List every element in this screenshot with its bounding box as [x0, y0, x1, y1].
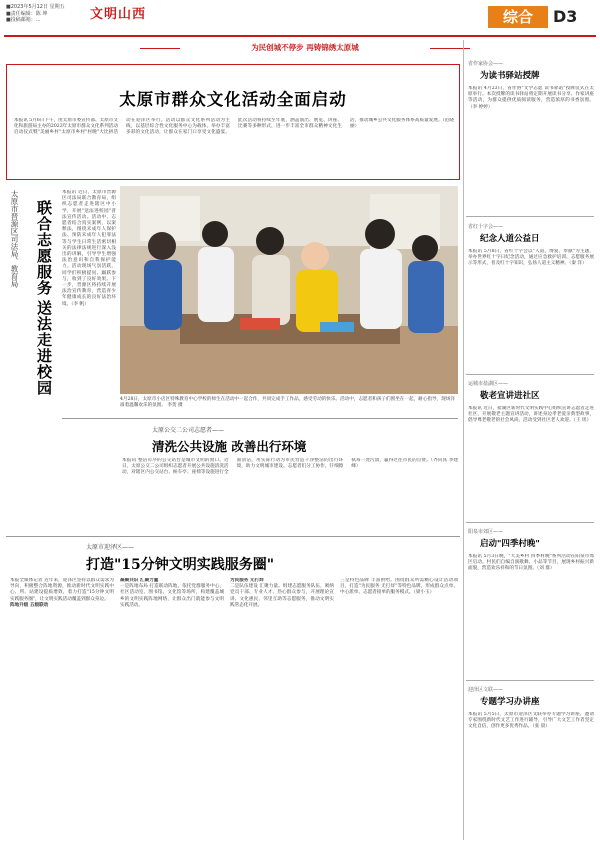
sidebar-title-2: 敬老宣讲进社区 [480, 391, 540, 401]
sidebar-head-4: 迎泽区文联—— [468, 687, 504, 693]
lead-body: 本报讯 5月6日下午，由太原市委宣传部、太原市文化和旅游局主办的2023年太原市群众文化系列活动启动仪式暨"美丽乡村"太原市乡村"村晚"大比拼活动在迎泽区举行。活动以群众文化系列活动为主线，以基层综合性文化服务中心为载体，举办丰富多彩的文化活动，让群众在家门口享受文化盛宴。此次活动将持续至年底，涵盖演出、展览、讲座、比赛等多种形式，进一步丰富全市群众精神文化生活，推动城乡公共文化服务体系高质量发展。（范晓丽） [14, 118, 454, 136]
sidebar-divider [463, 40, 464, 840]
rule-cleanup [6, 536, 460, 537]
vertical-title-b: 送法走进校园 [35, 300, 53, 396]
vertical-body: 本报讯 近日，太原市晋源区司法局联合教育局，组织志愿者走进辖区中小学，开展"送法进校园"普法宣传活动。活动中，志愿者结合真实案例，以案释法，围绕未成年人保护法、预防未成年人犯罪法等与学生日常生活密切相关的法律法规进行深入浅出的讲解，引导学生增强法治意识和自我保护能力。活动现场气氛活跃，同学们积极提问、踊跃参与，收到了良好效果。下一步，晋源区将持续开展法治宣传教育，营造青少年健康成长的良好法治环境。（李 帆） [62, 190, 116, 307]
station-kicker: 太原市迎泽区—— [86, 544, 135, 551]
sidebar-title-0: 为读书驿站授牌 [480, 71, 540, 81]
section-tag: 综合 [488, 6, 548, 28]
sidebar-title-4: 专题学习办讲座 [480, 697, 540, 707]
vertical-kicker: 太原市晋源区司法局、教育局 [10, 190, 19, 288]
issue-date: ■2023年5月12日 星期五 [6, 4, 65, 10]
news-photo [120, 186, 458, 394]
masthead-meta [6, 4, 65, 24]
station-sub1: 阵地升级 五级联动 [10, 602, 49, 608]
photo-caption: 4月28日，太原市小店区特殊教育中心学校的师生在活动中一起合作，共同完成手工作品，感受劳动的快乐。活动中，志愿者和孩子们围坐在一起，耐心指导，现场洋溢着温馨欢乐的氛围。 李贺 摄 [120, 397, 455, 408]
cleanup-kicker: 太原公交二公司志愿者—— [152, 427, 225, 434]
sidebar-title-3: 启动"四季村晚" [480, 539, 540, 549]
cleanup-body: 本报讯 整洁有序的公交站台是城市文明的窗口。近日，太原公交二公司组织志愿者开展公共设施清洗活动，对辖区内公交站台、候车亭、座椅等设施进行全面清洁，用实际行动为市民营造干净整洁的出行环境，助力文明城市建设。志愿者们分工协作，仔细擦拭每一处污渍，赢得过往市民的点赞。（齐向真 李建峰） [122, 458, 458, 476]
vertical-title-a: 联合志愿服务 [35, 200, 53, 296]
station-col4: 三是特色品牌 丰富供给。围绕群众所需精心设计活动项目，打造"为民服务 无打烊"等特色品牌，形成群众点单、中心派单、志愿者接单的服务模式。（梁小玉） [340, 578, 458, 596]
sidebar-rule-0 [466, 216, 594, 217]
sidebar-title-1: 纪念人道公益日 [480, 234, 540, 244]
sidebar-rule-1 [466, 374, 594, 375]
cleanup-title: 清洗公共设施 改善出行环境 [152, 439, 307, 454]
sidebar-head-1: 省红十字会—— [468, 224, 504, 230]
newspaper-logo: 文明山西 [90, 7, 147, 22]
sidebar-body-0: 本报讯 4月23日，省作协"文学志愿 读书驿站"授牌仪式在太原举行。本次授牌的读书驿站将定期开展读书分享、作家讲座等活动，为群众提供优质阅读服务，营造浓厚的书香氛围。（李 婷婷） [468, 86, 594, 110]
page-number: D3 [553, 7, 578, 26]
editor-line: ■责任编辑：陈 坤 [6, 10, 48, 17]
sidebar-rule-2 [466, 522, 594, 523]
station-col2: 凝聚共识 汇聚力量 一是阵地布局 打造联动阵地。依托党群服务中心、社区活动室、图书馆、文化馆等场所，构建覆盖城乡的文明实践阵地网络，让群众出门就能参与文明实践活动。 [120, 578, 224, 608]
sidebar-body-4: 本报讯 5月5日，太原市迎泽区文联举办专题学习讲座，邀请专家围绕新时代文艺工作进行辅导，引导广大文艺工作者坚定文化自信，创作更多优秀作品。（张 晨） [468, 712, 594, 730]
station-sub2: 凝聚共识 汇聚力量 [120, 578, 159, 583]
station-col1: 本报全媒体记者 近年来，迎泽区坚持以群众需求为导向，积极整合阵地资源，推动新时代文明实践中心、所、站建设提质增效，着力打造"15分钟文明实践服务圈"，让文明实践活动覆盖到群众身边。 阵地升级 五级联动 [10, 578, 114, 608]
sidebar-head-3: 阳泉市郊区—— [468, 529, 504, 535]
sidebar-head-0: 省作家协会—— [468, 61, 504, 67]
classroom-photo-illustration [120, 186, 458, 394]
station-title: 打造"15分钟文明实践服务圈" [86, 557, 275, 573]
station-col3: 为民服务 无打烊 二是队伍建设 汇聚力量。组建志愿服务队伍，吸纳党员干部、专业人才、热心群众参与，开展理论宣讲、文化惠民、邻里互助等志愿服务，推动文明实践常态化开展。 [230, 578, 334, 608]
email-line: ■投稿邮箱：... [6, 17, 41, 23]
station-sub3: 为民服务 无打烊 [230, 578, 264, 583]
sidebar-head-2: 运城市盐湖区—— [468, 381, 509, 387]
masthead-rule [4, 35, 596, 37]
rule-photo [62, 418, 458, 419]
slogan-text: 为民创城不停步 再铸锦绣太原城 [251, 43, 359, 52]
sidebar-body-2: 本报讯 近日，盐湖区新时代文明实践中心组织宣讲志愿者走进社区，开展敬老主题宣讲活动，讲述身边孝老爱亲典型故事，倡导尊老敬老的社会风尚，活动受到社区老人欢迎。（王 瑶） [468, 406, 594, 424]
lead-title: 太原市群众文化活动全面启动 [119, 90, 347, 109]
sidebar-body-1: 本报讯 5月8日，省红十字会以"人道、博爱、奉献"为主题，举办世界红十字日纪念活动，通过应急救护培训、志愿服务展示等形式，普及红十字知识，弘扬人道主义精神。（秦 洋） [468, 249, 594, 267]
sidebar-rule-3 [466, 680, 594, 681]
slogan-banner [140, 41, 470, 55]
sidebar-body-3: 本报讯 5月3日晚，"大美乡村 四季村晚"系列活动在阳泉市郊区启动。村民们自编自演歌舞、小品等节目，展现乡村振兴新面貌，营造欢乐祥和的节日氛围。（刘 群） [468, 554, 594, 572]
